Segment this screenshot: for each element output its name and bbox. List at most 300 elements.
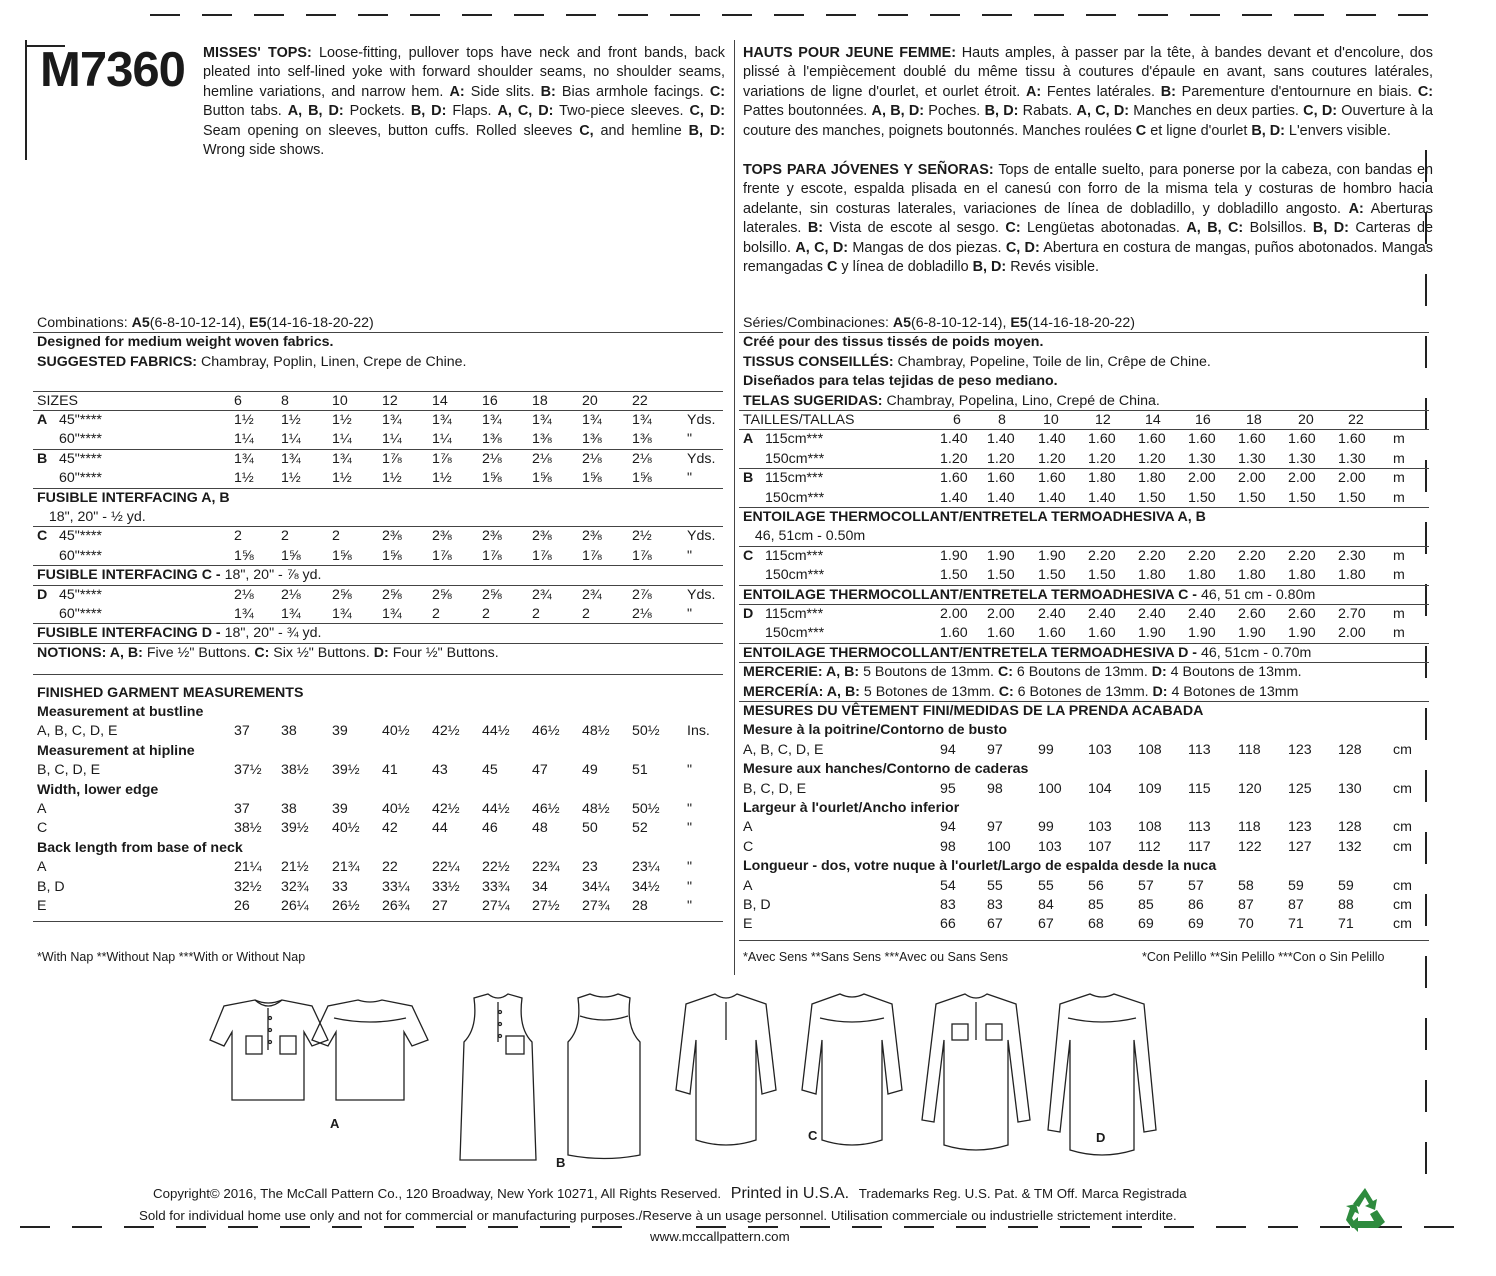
- designed-line: Designed for medium weight woven fabrics.: [37, 334, 334, 351]
- cell: 1⅞: [582, 547, 602, 564]
- cell: 69: [1188, 916, 1204, 933]
- cell: 2.40: [1138, 606, 1166, 622]
- fusible-ab: FUSIBLE INTERFACING A, B: [37, 489, 230, 506]
- cell: 1⅞: [632, 547, 652, 564]
- cell: 1¼: [234, 431, 254, 448]
- cell: 2: [234, 528, 242, 545]
- cell: 2⅝: [332, 586, 352, 603]
- cell: 2: [482, 606, 490, 622]
- cell: 21¼: [234, 859, 262, 876]
- cell: 48½: [582, 800, 610, 817]
- cell: 97: [987, 741, 1003, 758]
- cell: 1¾: [382, 412, 402, 428]
- cell: 2.20: [1138, 547, 1166, 564]
- cell: 27¾: [582, 897, 610, 914]
- measure-row: E 26 26¼ 26½ 26¾ 27 27¼ 27½ 27¾ 28 ": [37, 897, 727, 916]
- yardage-row-c: 60"**** 1⅝ 1⅝ 1⅝ 1⅝ 1⅞ 1⅞ 1⅞ 1⅞ 1⅞ ": [37, 547, 727, 566]
- cell: 85: [1088, 897, 1104, 913]
- cell: 39: [332, 723, 348, 740]
- cell: 1⅞: [432, 547, 452, 564]
- cell: 2.00: [1238, 470, 1266, 487]
- cell: 20: [582, 392, 598, 409]
- cell: 33: [332, 878, 348, 895]
- pattern-number: M7360: [40, 43, 185, 97]
- cell: 1.20: [1038, 450, 1066, 467]
- view-d-label: D: [1096, 1130, 1106, 1145]
- cell: 1⅝: [382, 547, 402, 564]
- mesure-row: B, C, D, E 95 98 100 104 109 115 120 125 130 cm: [743, 780, 1433, 799]
- cell: 21½: [281, 859, 309, 876]
- cell: 123: [1288, 741, 1312, 758]
- cell: 33½: [432, 878, 460, 895]
- cell: 32¾: [281, 878, 309, 895]
- cell: 87: [1238, 897, 1254, 913]
- cell: 23: [582, 859, 598, 876]
- cell: 26¾: [382, 897, 410, 914]
- mesure-heading: Mesure à la poitrine/Contorno de busto: [743, 722, 1008, 739]
- cell: 67: [987, 916, 1003, 933]
- cell: 42: [382, 820, 398, 837]
- cell: 43: [432, 762, 448, 779]
- cell: 1.20: [1088, 450, 1116, 467]
- cell: 1⅝: [582, 470, 602, 487]
- cell: 44: [432, 820, 448, 837]
- cell: 2.00: [1288, 470, 1316, 487]
- spanish-description: TOPS PARA JÓVENES Y SEÑORAS: Tops de entalle suelto, para ponerse por la cabeza, con bandas en frente y escote, espalda plisada en el canesú con forro de la misma tela y costuras de hombro hacia adelante, sin costuras laterales, variaciones de línea de dobladillo, y dobladillo angosto. A: Aberturas laterales. B: Vista de escote al sesgo. C: Lengüetas abotonadas. A, B, C: Bolsillos. B, D: Carteras de bolsillo. A, C, D: Mangas de dos piezas. C, D: Abertura en costura de mangas, puños abotonados. Mangas remangadas C y línea de dobladillo B, D: Revés visible.: [743, 162, 1434, 276]
- cell: 1.90: [1188, 625, 1216, 642]
- cell: 1.60: [1188, 431, 1216, 448]
- cell: 1.60: [1038, 625, 1066, 642]
- cell: 70: [1238, 916, 1254, 933]
- cell: 1⅝: [332, 547, 352, 564]
- cell: 57: [1138, 877, 1154, 894]
- cell: 48: [532, 820, 548, 837]
- cell: 27¼: [482, 897, 510, 914]
- view-c-back-drawing: [802, 994, 902, 1145]
- cell: 48½: [582, 723, 610, 740]
- cell: 122: [1238, 838, 1262, 855]
- cell: 128: [1338, 741, 1362, 758]
- fusible-d: FUSIBLE INTERFACING D - 18", 20" - ¾ yd.: [37, 625, 322, 642]
- cell: 99: [1038, 819, 1054, 836]
- cell: 1⅜: [582, 431, 602, 448]
- cell: 1⅝: [281, 547, 301, 564]
- yardage-row: A 45"**** 1½ 1½ 1½ 1¾ 1¾ 1¾ 1¾ 1¾ 1¾ Yds.: [37, 411, 727, 430]
- cell: 1¾: [234, 606, 254, 622]
- footer-line-1: [153, 1184, 1187, 1203]
- cell: 1.50: [987, 567, 1015, 584]
- metrage-row: B 115cm*** 1.60 1.60 1.60 1.80 1.80 2.00 2.00 2.00 2.00 m: [743, 469, 1433, 488]
- cell: 2.20: [1188, 547, 1216, 564]
- cell: 12: [1095, 412, 1111, 428]
- cell: 1.60: [940, 470, 968, 487]
- metrage-row: A 115cm*** 1.40 1.40 1.40 1.60 1.60 1.60 1.60 1.60 1.60 m: [743, 430, 1433, 449]
- cell: 55: [987, 877, 1003, 894]
- cell: 1.80: [1338, 567, 1366, 584]
- metrage-row-d: 150cm*** 1.60 1.60 1.60 1.60 1.90 1.90 1.90 1.90 2.00 m: [743, 624, 1433, 643]
- cell: 1.60: [1288, 431, 1316, 448]
- suggested-fabrics: SUGGESTED FABRICS: Chambray, Poplin, Linen, Crepe de Chine.: [37, 353, 467, 370]
- mesure-row: A 54 55 55 56 57 57 58 59 59 cm: [743, 877, 1433, 896]
- measure-row: A 21¼ 21½ 21¾ 22 22¼ 22½ 22¾ 23 23¼ ": [37, 858, 727, 877]
- cell: 1.60: [987, 470, 1015, 487]
- cell: 42½: [432, 723, 460, 740]
- cell: 2⅜: [532, 528, 552, 545]
- cell: 120: [1238, 780, 1262, 797]
- cell: 2⅛: [281, 586, 301, 603]
- cell: 28: [632, 897, 648, 914]
- cell: 1¼: [382, 431, 402, 448]
- cell: 1⅝: [532, 470, 552, 487]
- cell: 123: [1288, 819, 1312, 836]
- cell: 1¼: [332, 431, 352, 448]
- cell: 1.90: [1138, 625, 1166, 642]
- cell: 1.20: [987, 450, 1015, 467]
- cell: 2.60: [1288, 606, 1316, 622]
- view-a-back-drawing: [312, 1000, 428, 1100]
- nap-note: *With Nap **Without Nap ***With or Without Nap: [37, 950, 306, 964]
- measure-row: B, C, D, E 37½ 38½ 39½ 41 43 45 47 49 51 ": [37, 761, 727, 780]
- cell: 41: [382, 762, 398, 779]
- cell: 2⅛: [582, 450, 602, 467]
- cell: 33¾: [482, 878, 510, 895]
- cell: 10: [1043, 412, 1059, 428]
- cell: 118: [1238, 819, 1261, 836]
- cell: 1¾: [281, 606, 301, 622]
- cell: 97: [987, 819, 1003, 836]
- measure-heading: Measurement at hipline: [37, 742, 195, 759]
- cell: 26: [234, 897, 250, 914]
- measure-heading: Width, lower edge: [37, 781, 159, 798]
- measure-row: A 37 38 39 40½ 42½ 44½ 46½ 48½ 50½ ": [37, 800, 727, 819]
- cell: 1⅞: [382, 450, 402, 467]
- cell: 2.40: [1038, 606, 1066, 622]
- cell: 1.80: [1188, 567, 1216, 584]
- metrage-row: 150cm*** 1.40 1.40 1.40 1.40 1.50 1.50 1.50 1.50 1.50 m: [743, 489, 1433, 508]
- cell: 1.30: [1188, 450, 1216, 467]
- cell: 71: [1338, 916, 1354, 933]
- cell: 118: [1238, 741, 1261, 758]
- cell: 2.40: [1188, 606, 1216, 622]
- notions: NOTIONS: A, B: Five ½" Buttons. C: Six ½" Buttons. D: Four ½" Buttons.: [37, 644, 499, 661]
- cell: 46½: [532, 723, 560, 740]
- cell: 55: [1038, 877, 1054, 894]
- cell: 26¼: [281, 897, 309, 914]
- cell: 67: [1038, 916, 1054, 933]
- cell: 45: [482, 762, 498, 779]
- cell: 37: [234, 723, 250, 740]
- cell: 47: [532, 762, 548, 779]
- cell: 2.60: [1238, 606, 1266, 622]
- telas-sugeridas: TELAS SUGERIDAS: Chambray, Popelina, Lino, Crepé de China.: [743, 392, 1160, 409]
- cell: 18: [1246, 412, 1262, 428]
- cree-line: Créé pour des tissus tissés de poids moyen.: [743, 334, 1044, 351]
- cell: 112: [1138, 838, 1161, 855]
- cell: 1¾: [234, 450, 254, 467]
- entoilage-d: ENTOILAGE THERMOCOLLANT/ENTRETELA TERMOADHESIVA D - 46, 51cm - 0.70m: [743, 644, 1312, 661]
- cell: 2⅛: [532, 450, 552, 467]
- cell: 2.00: [1188, 470, 1216, 487]
- nap-note-es: *Con Pelillo **Sin Pelillo ***Con o Sin Pelillo: [1142, 950, 1385, 964]
- mesure-row: A 94 97 99 103 108 113 118 123 128 cm: [743, 818, 1433, 837]
- garment-illustrations: [200, 980, 1200, 1170]
- cell: 1.40: [1038, 489, 1066, 506]
- cell: 16: [1195, 412, 1211, 428]
- view-a-label: A: [330, 1116, 340, 1131]
- cell: 2⅜: [382, 528, 402, 545]
- cell: 18: [532, 392, 548, 409]
- cell: 1¾: [332, 450, 352, 467]
- cell: 1¾: [281, 450, 301, 467]
- cell: 83: [940, 897, 956, 913]
- cell: 38: [281, 723, 297, 740]
- cell: 109: [1138, 780, 1162, 797]
- cell: 23¼: [632, 859, 660, 876]
- cell: 40½: [382, 800, 410, 817]
- cell: 1½: [332, 412, 352, 428]
- finished-title: FINISHED GARMENT MEASUREMENTS: [37, 684, 304, 701]
- yardage-row: 60"**** 1¼ 1¼ 1¼ 1¼ 1¼ 1⅜ 1⅜ 1⅜ 1⅜ ": [37, 430, 727, 449]
- view-b-back-drawing: [568, 994, 640, 1159]
- cell: 56: [1088, 877, 1104, 894]
- cell: 2⅛: [632, 606, 652, 622]
- cell: 108: [1138, 819, 1162, 836]
- mercerie: MERCERIE: A, B: 5 Boutons de 13mm. C: 6 Boutons de 13mm. D: 4 Boutons de 13mm.: [743, 664, 1302, 681]
- cell: 130: [1338, 780, 1362, 797]
- cell: 2.30: [1338, 547, 1366, 564]
- metrage-row-c: 150cm*** 1.50 1.50 1.50 1.50 1.80 1.80 1.80 1.80 1.80 m: [743, 566, 1433, 585]
- cell: 39½: [332, 762, 360, 779]
- cell: 2: [582, 606, 590, 622]
- cell: 1.40: [987, 489, 1015, 506]
- cell: 1¾: [332, 606, 352, 622]
- cell: 1.40: [940, 489, 968, 506]
- cell: 2⅛: [482, 450, 502, 467]
- cell: 1⅞: [432, 450, 452, 467]
- cell: 1½: [281, 412, 301, 428]
- cell: 37½: [234, 762, 262, 779]
- cell: 27½: [532, 897, 560, 914]
- cell: 100: [987, 838, 1011, 855]
- cell: 2⅛: [632, 450, 652, 467]
- cell: 2.00: [940, 606, 968, 622]
- entoilage-ab-amount: 46, 51cm - 0.50m: [743, 528, 866, 545]
- mesures-title: MESURES DU VÊTEMENT FINI/MEDIDAS DE LA PRENDA ACABADA: [743, 703, 1204, 719]
- tailles-header: [743, 411, 1433, 430]
- recycle-icon: [1340, 1184, 1390, 1234]
- cell: 1.60: [940, 625, 968, 642]
- cell: 2: [281, 528, 289, 545]
- view-b-front-drawing: [460, 994, 536, 1160]
- metrage-row-d: D 115cm*** 2.00 2.00 2.40 2.40 2.40 2.40 2.60 2.60 2.70 m: [743, 605, 1433, 624]
- cell: 103: [1088, 819, 1112, 836]
- cell: 12: [382, 392, 398, 409]
- cell: 1⅜: [482, 431, 502, 448]
- cell: 2: [432, 606, 440, 622]
- cell: 46½: [532, 800, 560, 817]
- fusible-c: FUSIBLE INTERFACING C - 18", 20" - ⅞ yd.: [37, 567, 322, 584]
- view-b-label: B: [556, 1155, 566, 1170]
- cell: 46: [482, 820, 498, 837]
- cell: 1⅜: [632, 431, 652, 448]
- metrage-row-c: C 115cm*** 1.90 1.90 1.90 2.20 2.20 2.20 2.20 2.20 2.30 m: [743, 547, 1433, 566]
- cell: 1.80: [1288, 567, 1316, 584]
- cell: 1.60: [1338, 431, 1366, 448]
- cell: 113: [1188, 819, 1211, 836]
- cell: 42½: [432, 800, 460, 817]
- cell: 115: [1188, 780, 1211, 797]
- cell: 1¾: [482, 412, 502, 428]
- cell: 2.00: [1338, 625, 1366, 642]
- mesure-heading: Longueur - dos, votre nuque à l'ourlet/Largo de espalda desde la nuca: [743, 858, 1217, 875]
- cell: 99: [1038, 741, 1054, 758]
- cell: 39: [332, 800, 348, 817]
- cell: 2.40: [1088, 606, 1116, 622]
- cell: 1.20: [940, 450, 968, 467]
- trademarks-text: Trademarks Reg. U.S. Pat. & TM Off. Marca Registrada: [858, 1186, 1187, 1201]
- cell: 26½: [332, 897, 360, 914]
- cell: 38½: [234, 820, 262, 837]
- cell: 1.90: [1288, 625, 1316, 642]
- cell: 1.40: [940, 431, 968, 448]
- cell: 104: [1088, 780, 1112, 797]
- nap-note-fr: *Avec Sens **Sans Sens ***Avec ou Sans Sens: [743, 950, 1008, 964]
- cell: 1.40: [1088, 489, 1116, 506]
- cell: 1.60: [1088, 625, 1116, 642]
- cell: 1.20: [1138, 450, 1166, 467]
- cell: 34¼: [582, 878, 610, 895]
- english-description: MISSES' TOPS: Loose-fitting, pullover tops have neck and front bands, back pleated into self-lined yoke with forward shoulder seams, no shoulder seams, hemline variations, and narrow hem. A: Side slits. B: Bias armhole facings. C: Button tabs. A, B, D: Pockets. B, D: Flaps. A, C, D: Two-piece sleeves. C, D: Seam opening on sleeves, button cuffs. Rolled sleeves C, and hemline B, D: Wrong side shows.: [203, 45, 726, 159]
- cell: 2⅜: [582, 528, 602, 545]
- cell: 103: [1088, 741, 1112, 758]
- cell: 2.00: [1338, 470, 1366, 487]
- sizes-label: SIZES: [37, 392, 78, 409]
- cell: 34½: [632, 878, 660, 895]
- cell: 87: [1288, 897, 1304, 913]
- cell: 1.80: [1238, 567, 1266, 584]
- mesure-heading: Mesure aux hanches/Contorno de caderas: [743, 761, 1029, 778]
- cell: 88: [1338, 897, 1354, 913]
- cell: 2⅞: [632, 586, 652, 603]
- cell: 1½: [432, 470, 452, 487]
- view-c-label: C: [808, 1128, 818, 1143]
- cell: 6: [234, 392, 242, 409]
- cell: 1.80: [1138, 567, 1166, 584]
- cell: 16: [482, 392, 498, 409]
- mesure-row: C 98 100 103 107 112 117 122 127 132 cm: [743, 838, 1433, 857]
- cell: 1¾: [532, 412, 552, 428]
- cell: 1½: [234, 470, 254, 487]
- entoilage-ab: ENTOILAGE THERMOCOLLANT/ENTRETELA TERMOADHESIVA A, B: [743, 509, 1206, 525]
- cell: 22: [632, 392, 648, 409]
- measure-row: C 38½ 39½ 40½ 42 44 46 48 50 52 ": [37, 819, 727, 838]
- cell: 33¼: [382, 878, 410, 895]
- cell: 50½: [632, 723, 660, 740]
- cell: 68: [1088, 916, 1104, 933]
- cell: 40½: [332, 820, 360, 837]
- cell: 2⅝: [482, 586, 502, 603]
- cell: 1½: [332, 470, 352, 487]
- cell: 1¼: [432, 431, 452, 448]
- cell: 39½: [281, 820, 309, 837]
- disenados-line: Diseñados para telas tejidas de peso mediano.: [743, 373, 1058, 390]
- cell: 1.60: [987, 625, 1015, 642]
- cell: 94: [940, 741, 956, 758]
- cell: 1.60: [1088, 431, 1116, 448]
- cell: 22: [382, 859, 398, 876]
- cell: 95: [940, 780, 956, 797]
- cell: 2⅛: [234, 586, 254, 603]
- cell: 1.90: [940, 547, 968, 564]
- cell: 32½: [234, 878, 262, 895]
- cell: 1½: [382, 470, 402, 487]
- cell: 50: [582, 820, 598, 837]
- cell: 1.50: [1138, 489, 1166, 506]
- cell: 6: [953, 412, 961, 428]
- cell: 51: [632, 762, 648, 779]
- cell: 50½: [632, 800, 660, 817]
- cell: 2.20: [1088, 547, 1116, 564]
- cell: 1.90: [1238, 625, 1266, 642]
- yardage-row: 60"**** 1½ 1½ 1½ 1½ 1½ 1⅝ 1⅝ 1⅝ 1⅝ ": [37, 469, 727, 488]
- measure-row: A, B, C, D, E 37 38 39 40½ 42½ 44½ 46½ 48½ 50½ Ins.: [37, 722, 727, 741]
- cell: 1⅞: [532, 547, 552, 564]
- cell: 2.20: [1288, 547, 1316, 564]
- sizes-label: TAILLES/TALLAS: [743, 412, 855, 428]
- cell: 1.50: [1038, 567, 1066, 584]
- cell: 57: [1188, 877, 1204, 894]
- cell: 128: [1338, 819, 1362, 836]
- cell: 2¾: [532, 586, 552, 603]
- cell: 2⅝: [382, 586, 402, 603]
- cell: 1.30: [1338, 450, 1366, 467]
- cell: 125: [1288, 780, 1312, 797]
- combinations-line: Combinations: A5(6-8-10-12-14), E5(14-16-18-20-22): [37, 315, 374, 331]
- website-text: www.mccallpattern.com: [650, 1229, 790, 1244]
- cell: 2.00: [987, 606, 1015, 622]
- cell: 83: [987, 897, 1003, 913]
- cell: 22¾: [532, 859, 560, 876]
- cell: 107: [1088, 838, 1112, 855]
- cell: 49: [582, 762, 598, 779]
- cell: 1.50: [1238, 489, 1266, 506]
- cell: 1⅞: [482, 547, 502, 564]
- cell: 44½: [482, 723, 510, 740]
- printed-text: Printed in U.S.A.: [730, 1185, 850, 1202]
- cell: 1¼: [281, 431, 301, 448]
- mesure-row: E 66 67 67 68 69 69 70 71 71 cm: [743, 915, 1433, 934]
- cell: 1½: [234, 412, 254, 428]
- cell: 1.90: [987, 547, 1015, 564]
- cell: 66: [940, 916, 956, 933]
- cell: 20: [1298, 412, 1314, 428]
- cell: 69: [1138, 916, 1154, 933]
- cell: 1.80: [1088, 470, 1116, 487]
- yardage-row-d: 60"**** 1¾ 1¾ 1¾ 1¾ 2 2 2 2 2⅛ ": [37, 605, 727, 624]
- sizes-header: [37, 392, 727, 411]
- metrage-row: 150cm*** 1.20 1.20 1.20 1.20 1.20 1.30 1.30 1.30 1.30 m: [743, 450, 1433, 469]
- cell: 38: [281, 800, 297, 817]
- cell: 58: [1238, 877, 1254, 894]
- entoilage-c: ENTOILAGE THERMOCOLLANT/ENTRETELA TERMOADHESIVA C - 46, 51 cm - 0.80m: [743, 586, 1316, 603]
- cell: 2⅜: [482, 528, 502, 545]
- yardage-row-d: D 45"**** 2⅛ 2⅛ 2⅝ 2⅝ 2⅝ 2⅝ 2¾ 2¾ 2⅞ Yds.: [37, 586, 727, 605]
- cell: 1⅝: [632, 470, 652, 487]
- yardage-row: B 45"**** 1¾ 1¾ 1¾ 1⅞ 1⅞ 2⅛ 2⅛ 2⅛ 2⅛ Yds.: [37, 450, 727, 469]
- cell: 1.50: [940, 567, 968, 584]
- cell: 2¾: [582, 586, 602, 603]
- cell: 54: [940, 877, 956, 894]
